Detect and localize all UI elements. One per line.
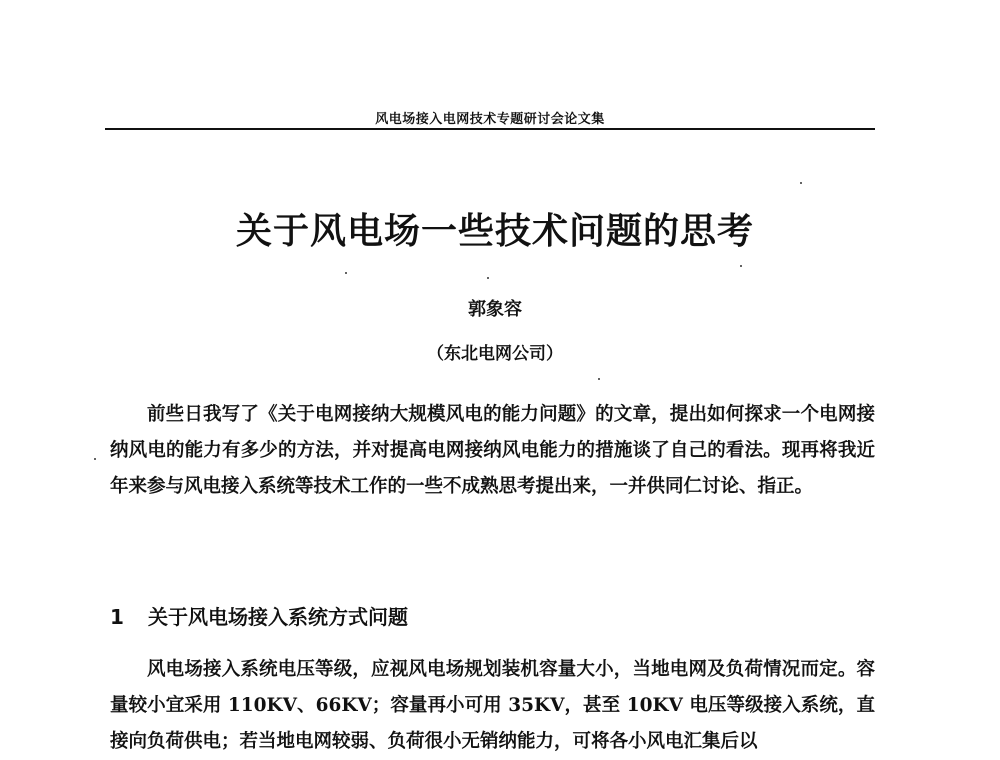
- section-1-paragraph: 风电场接入系统电压等级，应视风电场规划装机容量大小，当地电网及负荷情况而定。容量较小宜采用 110KV、66KV；容量再小可用 35KV，甚至 10KV 电压等级接入系统，直接向负荷供电；若当地电网较弱、负荷很小无销纳能力，可将各小风电汇集后以: [110, 659, 875, 752]
- scan-speck: [487, 277, 489, 279]
- author-affiliation: （东北电网公司）: [427, 344, 563, 364]
- scan-speck: [94, 458, 96, 460]
- header-rule: [105, 128, 875, 130]
- scan-speck: [800, 182, 802, 184]
- section-1-heading: [110, 601, 408, 630]
- scan-speck: [345, 272, 347, 274]
- intro-paragraph: 前些日我写了《关于电网接纳大规模风电的能力问题》的文章，提出如何探求一个电网接纳风电的能力有多少的方法，并对提高电网接纳风电能力的措施谈了自己的看法。现再将我近年来参与风电接入系统等技术工作的一些不成熟思考提出来，一并供同仁讨论、指正。: [110, 404, 875, 497]
- author-name: 郭象容: [468, 299, 522, 320]
- running-header: 风电场接入电网技术专题研讨会论文集: [375, 112, 605, 127]
- section-1-title: 关于风电场接入系统方式问题: [148, 605, 408, 629]
- section-1-number: 1: [110, 605, 124, 629]
- scan-speck: [740, 265, 742, 267]
- scan-speck: [598, 378, 600, 380]
- paper-title: 关于风电场一些技术问题的思考: [235, 211, 754, 252]
